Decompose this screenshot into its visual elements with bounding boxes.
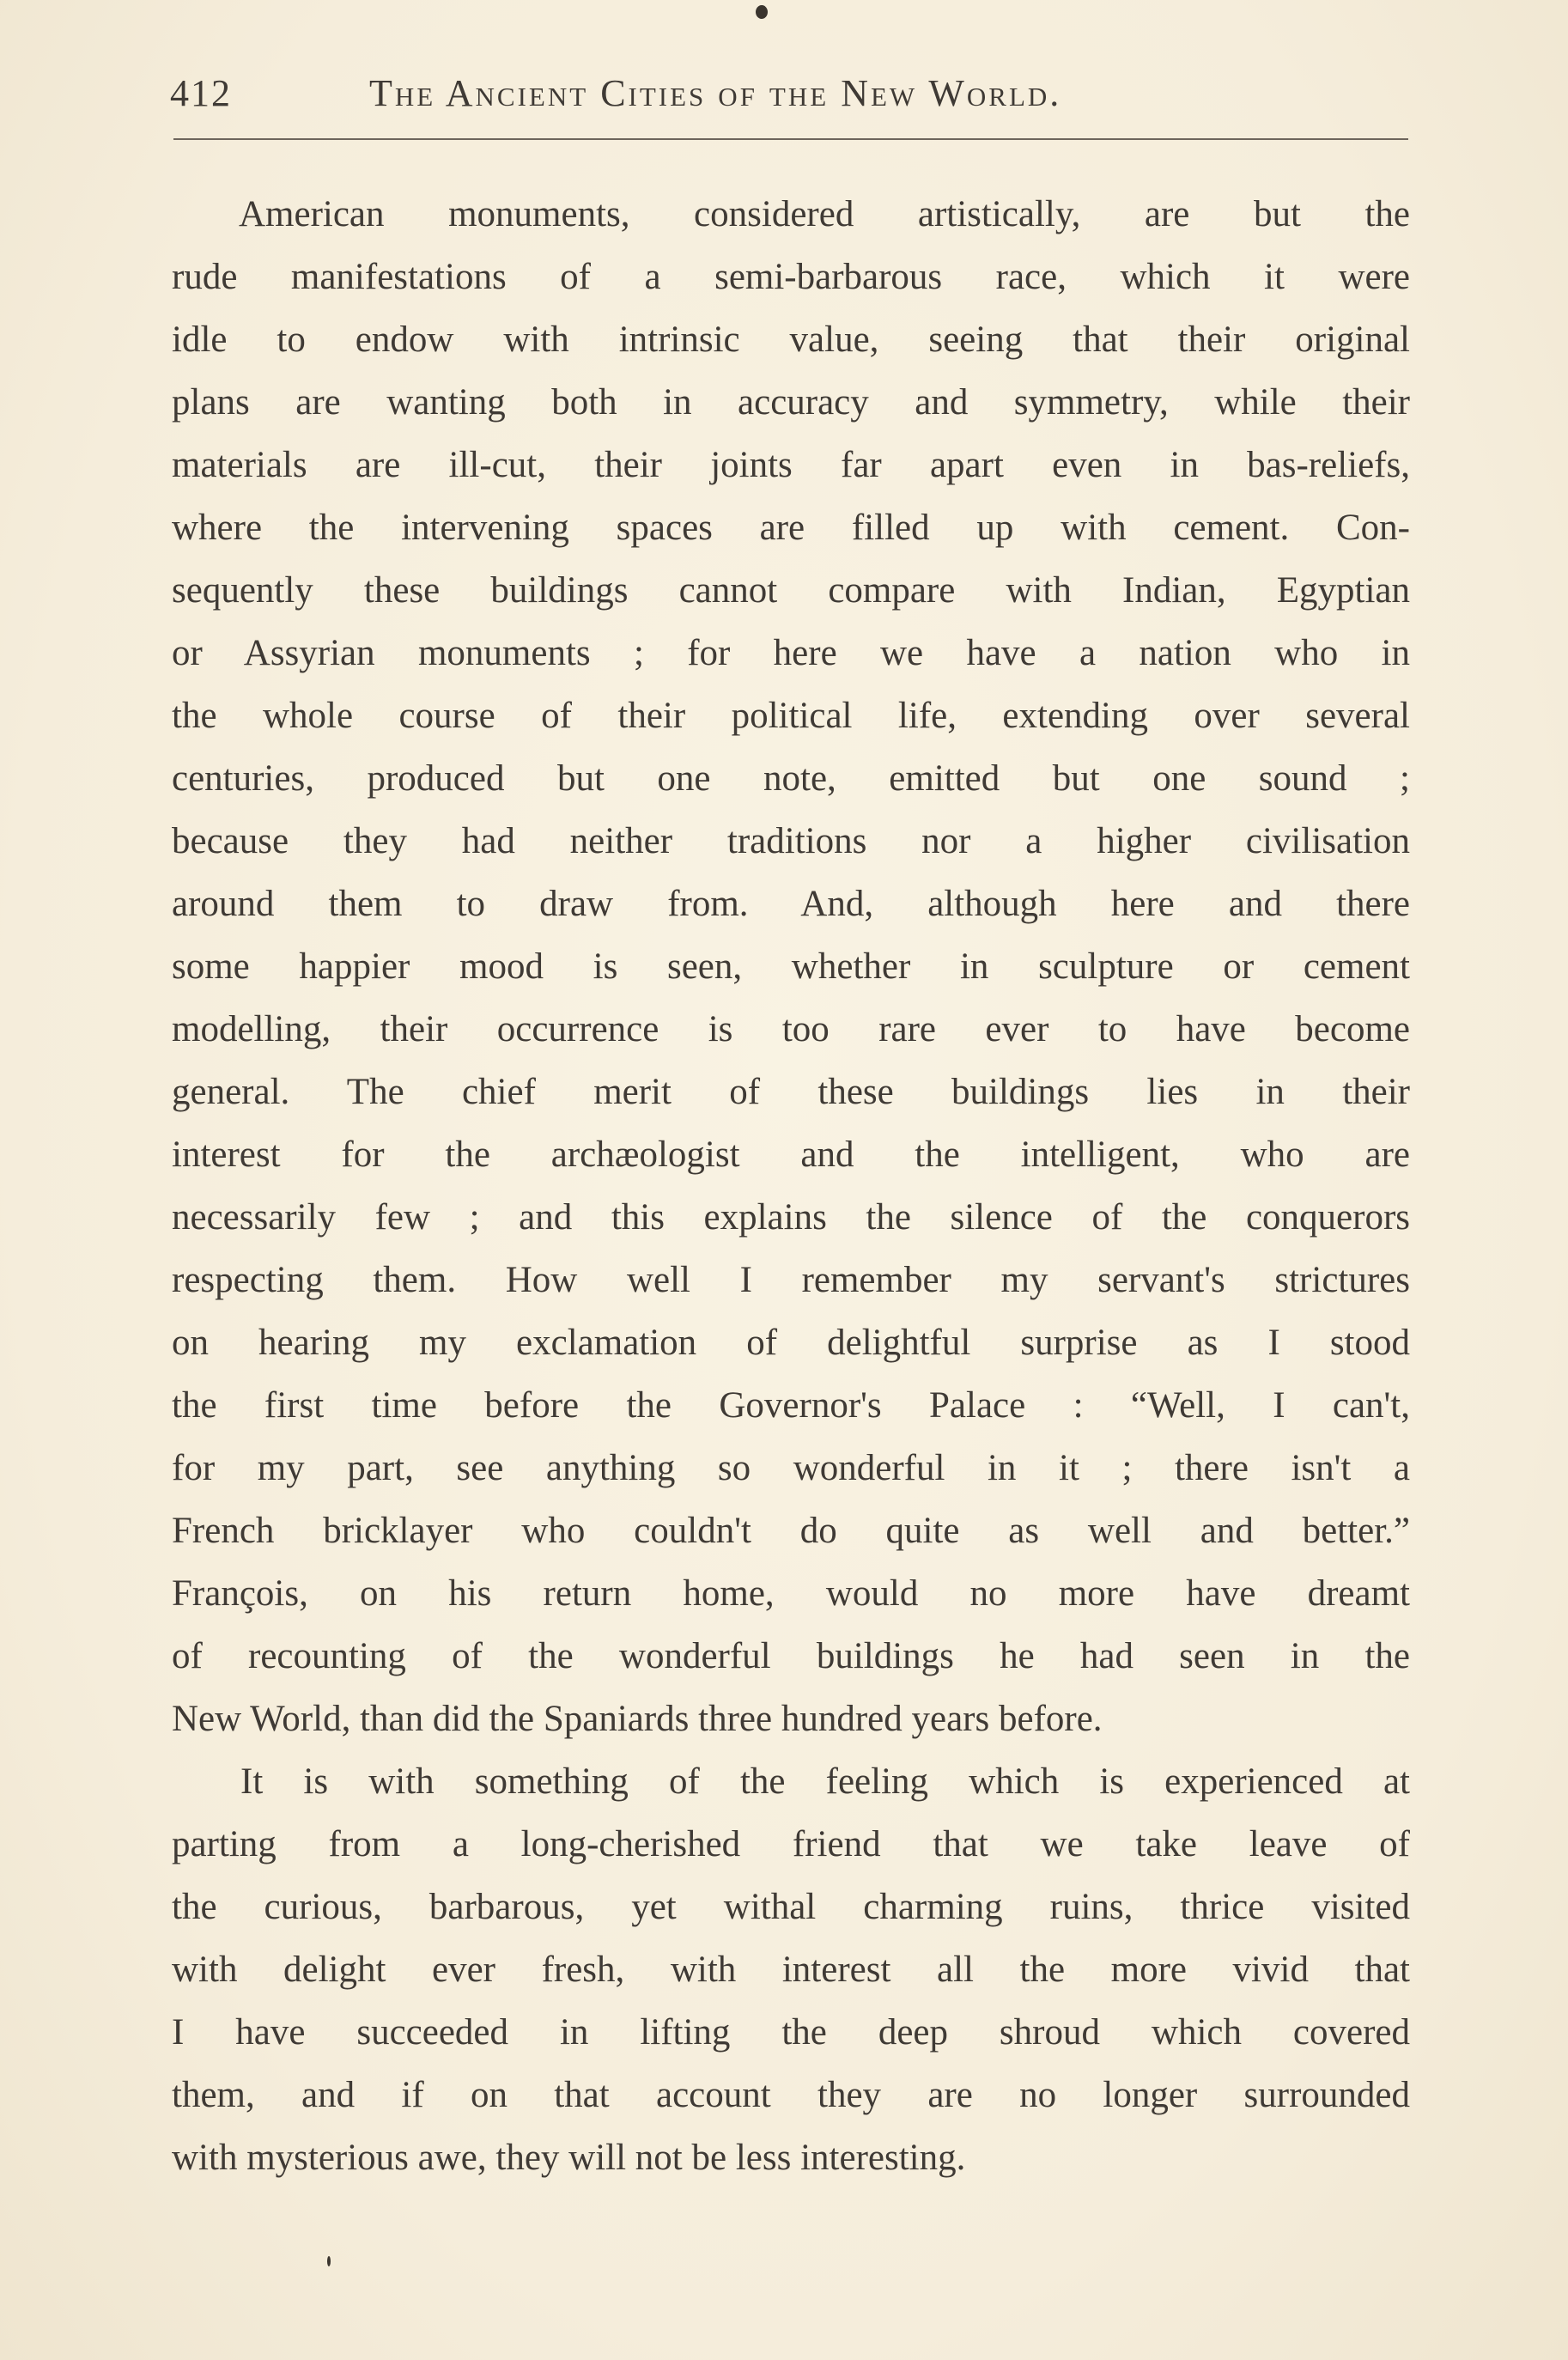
ink-speck-top	[756, 5, 768, 19]
text-line: rude manifestations of a semi-barbarous race, which it were	[172, 257, 1410, 297]
text-line: American monuments, considered artistically, are but the	[239, 194, 1410, 234]
text-line: general. The chief merit of these buildings lies in their	[172, 1072, 1410, 1112]
text-line: respecting them. How well I remember my servant's strictures	[172, 1260, 1410, 1300]
text-line: plans are wanting both in accuracy and symmetry, while their	[172, 382, 1410, 423]
text-line: them, and if on that account they are no longer surrounded	[172, 2075, 1410, 2115]
text-line: French bricklayer who couldn't do quite as well and better.”	[172, 1511, 1410, 1551]
text-line: centuries, produced but one note, emitted but one sound ;	[172, 758, 1410, 799]
text-line: New World, than did the Spaniards three hundred years before.	[172, 1699, 1103, 1739]
text-line: on hearing my exclamation of delightful surprise as I stood	[172, 1323, 1410, 1363]
text-line: with delight ever fresh, with interest all the more vivid that	[172, 1949, 1410, 1990]
ink-speck-bottom	[327, 2256, 331, 2266]
text-line: where the intervening spaces are filled up with cement. Con-	[172, 508, 1410, 548]
header-rule	[173, 138, 1408, 140]
text-line: necessarily few ; and this explains the silence of the conquerors	[172, 1197, 1410, 1238]
text-line: of recounting of the wonderful buildings he had seen in the	[172, 1636, 1410, 1676]
text-line: I have succeeded in lifting the deep shroud which covered	[172, 2012, 1410, 2053]
text-line: for my part, see anything so wonderful in it ; there isn't a	[172, 1448, 1410, 1488]
text-line: or Assyrian monuments ; for here we have a nation who in	[172, 633, 1410, 673]
text-line: because they had neither traditions nor a higher civilisation	[172, 821, 1410, 861]
page-number: 412	[170, 72, 232, 114]
running-title: The Ancient Cities of the New World.	[369, 72, 1062, 114]
text-line: around them to draw from. And, although here and there	[172, 884, 1410, 924]
text-line: the whole course of their political life, extending over several	[172, 696, 1410, 736]
text-line: idle to endow with intrinsic value, seeing that their original	[172, 319, 1410, 360]
text-line: parting from a long-cherished friend that we take leave of	[172, 1824, 1410, 1864]
text-line: some happier mood is seen, whether in sculpture or cement	[172, 946, 1410, 987]
text-line: sequently these buildings cannot compare with Indian, Egyptian	[172, 570, 1410, 611]
body-text	[172, 183, 1410, 2189]
text-line: modelling, their occurrence is too rare ever to have become	[172, 1009, 1410, 1049]
text-line: François, on his return home, would no more have dreamt	[172, 1573, 1410, 1614]
text-line: the first time before the Governor's Palace : “Well, I can't,	[172, 1385, 1410, 1426]
text-line: with mysterious awe, they will not be less interesting.	[172, 2138, 966, 2178]
text-line: It is with something of the feeling which is experienced at	[240, 1761, 1410, 1802]
page-header	[170, 64, 1407, 124]
text-line: the curious, barbarous, yet withal charming ruins, thrice visited	[172, 1887, 1410, 1927]
text-line: interest for the archæologist and the intelligent, who are	[172, 1134, 1410, 1175]
text-line: materials are ill-cut, their joints far apart even in bas-reliefs,	[172, 445, 1410, 485]
